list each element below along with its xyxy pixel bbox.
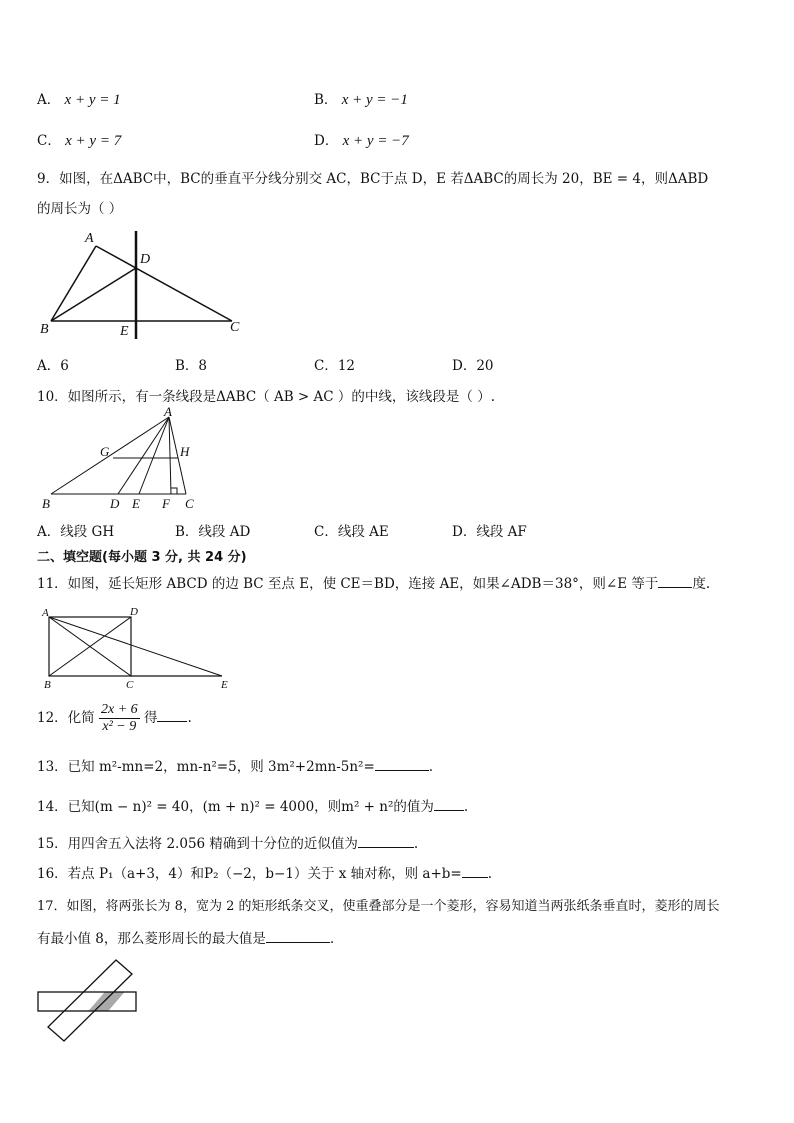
point-label-d: D: [140, 252, 151, 267]
answer-blank: [462, 865, 488, 878]
q12-prefix: 12．化简: [37, 710, 95, 726]
point-label-a: A: [164, 405, 172, 419]
point-label-f: F: [162, 496, 170, 511]
q10-option-a: A．线段 GH: [37, 524, 115, 540]
q9-stem-line2: 的周长为（ ）: [37, 201, 123, 217]
q8-option-d: [314, 129, 409, 150]
q12-end: .: [187, 710, 192, 726]
q16-text: 16．若点 P₁（a+3，4）和P₂（−2，b−1）关于 x 轴对称，则 a+b=: [37, 866, 462, 882]
point-label-b: B: [42, 496, 50, 511]
q12-stem: [37, 702, 192, 735]
fraction-numerator: 2x + 6: [100, 702, 138, 717]
point-label-a: A: [42, 607, 49, 619]
q10-option-d: D．线段 AF: [452, 524, 527, 540]
point-label-c: C: [126, 679, 134, 691]
q15-stem: [37, 832, 418, 852]
option-letter: B．: [314, 92, 338, 108]
q8-option-c: [37, 129, 121, 150]
q9-option-c: C．12: [314, 358, 356, 374]
q9-option-b: B．8: [175, 358, 208, 374]
answer-blank: [266, 930, 330, 943]
answer-blank: [157, 709, 187, 722]
answer-blank: [375, 758, 429, 771]
q16-stem: [37, 862, 492, 882]
answer-blank: [658, 575, 692, 588]
q9-figure: [30, 225, 260, 345]
answer-blank: [358, 835, 414, 848]
option-expr: x + y = −7: [342, 133, 409, 149]
option-letter: C．: [37, 133, 61, 149]
q10-option-c: C．线段 AE: [314, 524, 389, 540]
point-label-c: C: [185, 496, 194, 511]
q13-stem: [37, 755, 433, 775]
q11-stem-text: 11．如图，延长矩形 ABCD 的边 BC 至点 E，使 CE＝BD，连接 AE，如果∠ADB＝38°，则∠E 等于: [37, 576, 659, 592]
q10-stem: 10．如图所示，有一条线段是ΔABC（ AB > AC ）的中线，该线段是（ ）.: [37, 389, 495, 405]
option-expr: x + y = 1: [64, 92, 121, 108]
q17-figure: [36, 955, 146, 1045]
option-expr: x + y = 7: [65, 133, 122, 149]
q9-option-a: A．6: [37, 358, 69, 374]
q14-stem: [37, 795, 468, 815]
point-label-e: E: [221, 679, 228, 691]
q11-stem-end: 度.: [692, 576, 711, 592]
point-label-b: B: [40, 322, 49, 337]
point-label-c: C: [230, 320, 240, 335]
option-letter: A．: [37, 92, 61, 108]
q14-end: .: [463, 799, 469, 815]
q9-option-d: D．20: [452, 358, 494, 374]
q17-text: 有最小值 8，那么菱形周长的最大值是: [37, 931, 266, 947]
point-label-e: E: [120, 324, 129, 339]
q15-text: 15．用四舍五入法将 2.056 精确到十分位的近似值为: [37, 836, 358, 852]
q15-end: .: [413, 836, 419, 852]
q9-stem-line1: 9．如图，在ΔABC中，BC的垂直平分线分别交 AC，BC于点 D，E 若ΔABC的周长为 20，BE = 4，则ΔABD: [37, 171, 709, 187]
fraction: [99, 702, 140, 735]
fraction-denominator: x² − 9: [102, 719, 137, 734]
q10-option-b: B．线段 AD: [175, 524, 251, 540]
answer-blank: [434, 798, 464, 811]
q16-end: .: [487, 866, 493, 882]
q17-stem-line1: 17．如图，将两张长为 8，宽为 2 的矩形纸条交叉，使重叠部分是一个菱形，容易知道当两张纸条垂直时，菱形的周长: [37, 899, 720, 914]
q11-stem: [37, 572, 710, 592]
point-label-h: H: [180, 444, 190, 459]
q10-figure: [36, 405, 216, 513]
q14-text: 14．已知(m − n)² = 40，(m + n)² = 4000，则m² + n²的值为: [37, 799, 434, 815]
point-label-e: E: [132, 496, 140, 511]
option-expr: x + y = −1: [341, 92, 408, 108]
q13-text: 13．已知 m²-mn=2，mn-n²=5，则 3m²+2mn-5n²=: [37, 759, 375, 775]
section-title: 二、填空题(每小题 3 分, 共 24 分): [37, 550, 247, 565]
option-letter: D．: [314, 133, 339, 149]
point-label-g: G: [100, 444, 110, 459]
q17-stem-line2: [37, 927, 334, 947]
q17-end: .: [329, 931, 335, 947]
q8-option-b: [314, 88, 408, 109]
point-label-d: D: [130, 606, 138, 618]
q12-suffix: 得: [143, 710, 158, 726]
q13-end: .: [428, 759, 434, 775]
point-label-b: B: [44, 679, 51, 691]
point-label-a: A: [85, 231, 94, 246]
q8-option-a: [37, 88, 121, 109]
point-label-d: D: [110, 496, 120, 511]
q11-figure: [38, 603, 238, 691]
